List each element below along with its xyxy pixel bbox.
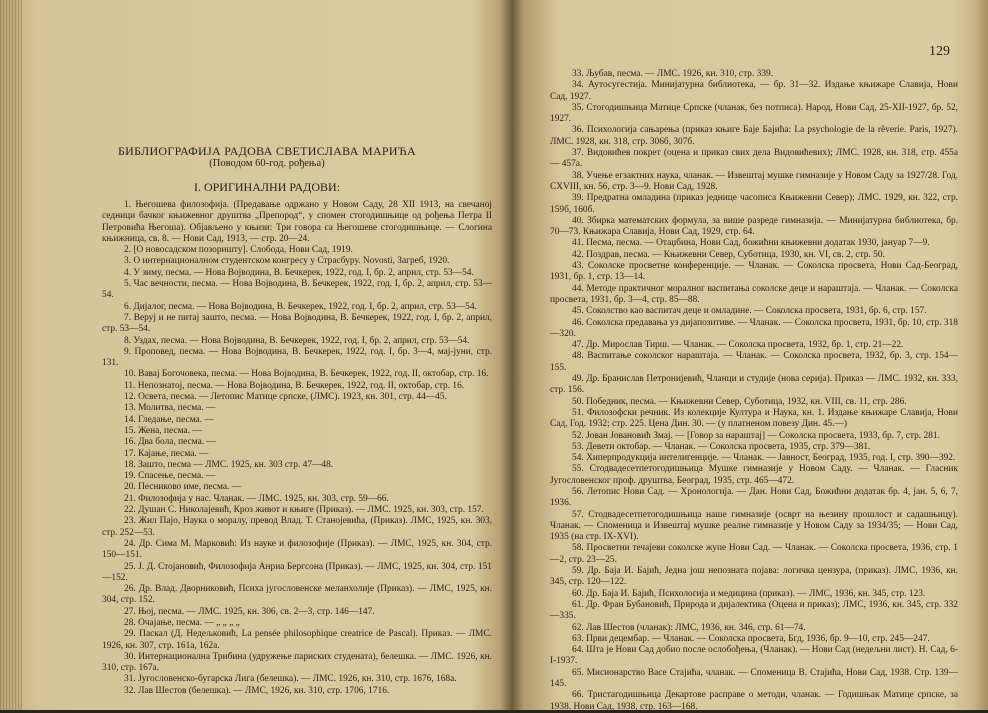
bibliography-subtitle: (Поводом 60-год. рођења) xyxy=(209,158,325,169)
right-entries xyxy=(550,69,958,713)
bibliography-entry: 13. Молитва, песма. — xyxy=(124,403,216,414)
bibliography-entry: 3. О интернационалном студентском конгресу у Страсбуру. Novosti, Загреб, 1920. xyxy=(124,256,450,267)
bibliography-entry: 65. Мисионарство Васе Стајића, чланак. — Споменица В. Стајића, Нови Сад, 1938. Стр. 139—145. xyxy=(550,667,958,690)
bibliography-entry: 33. Љубав, песма. — ЛМС. 1926, кн. 310, стр. 339. xyxy=(572,69,774,79)
bibliography-entry: 48. Васпитање соколског нараштаја. — Чланак. — Соколска просвета, 1932, бр. 3, стр. 154—155. xyxy=(550,351,958,373)
bibliography-entry: 25. Ј. Д. Стојановић, Филозофија Анриа Бергсона (Приказ). — ЛМС, 1925, кн. 304, стр. 151—152. xyxy=(102,561,492,583)
bibliography-entry: 19. Спасење, песма. — xyxy=(124,471,216,482)
bibliography-entry: 34. Аутосугестија. Минијатурна библиотека, — бр. 31—32. Издање књижаре Славија, Нови Сад, 1927. xyxy=(550,80,958,102)
left-page xyxy=(32,0,502,710)
bibliography-entry: 9. Проповед, песма. — Нова Војводина, В. Бечкерек, 1922, год. I, бр. 3—4, мај-јуни, стр. 131. xyxy=(102,346,492,369)
bibliography-entry: 61. Др. Фран Бубановић, Природа и дијалектика (Оцена и приказ); ЛМС, 1936, кн. 345, стр. 332—335. xyxy=(550,599,958,622)
bibliography-entry: 31. Југословенско-бугарска Лига (белешка). — ЛМС. 1926, кн. 310, стр. 1676, 168а. xyxy=(124,674,457,685)
bibliography-entry: 2. [О новосадском позоришту]. Слобода, Нови Сад, 1919. xyxy=(124,245,353,256)
bibliography-entry: 62. Лав Шестов (чланак): ЛМС, 1936, кн. 346, стр. 61—74. xyxy=(572,622,806,633)
bibliography-entry: 45. Соколство као васпитач деце и омладине. — Соколска просвета, 1931, бр. 6, стр. 157. xyxy=(572,306,927,317)
bibliography-entry: 42. Поздрав, песма. — Књижевни Север, Суботица, 1930, кн. VI, св. 2, стр. 50. xyxy=(572,249,885,260)
bibliography-entry: 40. Збирка математских формула, за више разреде гимназија. — Минијатурна библиотека, бр. 70—73. Књижара Славија, Нови Сад, 1929, стр. 64. xyxy=(550,215,958,238)
page-edges xyxy=(0,0,22,710)
bibliography-entry: 1. Његошева филозофија. (Предавање одржано у Новом Саду, 28 XII 1913, на свечаној седници бачког књижевног друштва „Препород“, у спомен стогодишњице од рођења Петра II Петровића Његоша). Објављено у књизи: Три говора са Његошеве стогодишњице. — Слогина књижница, св. 8. — Нови Сад, 1913, — стр. 20—24. xyxy=(102,200,492,244)
bibliography-entry: 38. Учење егзактних наука, чланак. — Извештај мушке гимназије у Новом Саду за 1927/28. Год. CXVIII, кн. 56, стр. 3—9. Нови Сад, 1928. xyxy=(550,170,958,192)
bibliography-entry: 39. Предратна омладина (приказ једнице часописа Књижевни Север); ЛМС. 1929, кн. 322, стр. 159б, 160б. xyxy=(550,193,958,215)
bibliography-entry: 52. Јован Јовановић Змај. — [Говор за нараштај] — Соколска просвета, 1933, бр. 7, стр. 281. xyxy=(572,430,940,441)
bibliography-entry: 27. Њој, песма. — ЛМС. 1925, кн. 306, св. 2—3, стр. 146—147. xyxy=(124,606,375,617)
bibliography-entry: 32. Лав Шестов (белешка). — ЛМС, 1926, кн. 310, стр. 1706, 1716. xyxy=(124,685,390,696)
bibliography-entry: 47. Др. Мирослав Тирш. — Чланак. — Соколска просвета, 1932, бр. 1, стр. 21—22. xyxy=(572,340,904,351)
bibliography-entry: 53. Девети октобар. — Чланак. — Соколска просвета, 1935, стр. 379—381. xyxy=(572,441,871,452)
bibliography-entry: 6. Дијалог, песма. — Нова Војводина, В. Бечкерек, 1922, год. I, бр. 2, април, стр. 53—54. xyxy=(124,301,477,312)
bibliography-entry: 4. У зиму, песма. — Нова Војводина, В. Бечкерек, 1922, год. I, бр. 2, април, стр. 53—54. xyxy=(124,267,474,278)
bibliography-entry: 24. Др. Сима М. Марковић: Из науке и филозофије (Приказ). — ЛМС, 1925, кн. 304, стр. 150—151. xyxy=(102,538,492,561)
bibliography-entry: 15. Жена, песма. — xyxy=(124,425,202,436)
bibliography-entry: 63. Први децембар. — Чланак. — Соколска просвета, Бгд, 1936, бр. 9—10, стр. 245—247. xyxy=(572,633,930,644)
bibliography-entry: 58. Просветни течајеви соколске жупе Нови Сад. — Чланак. — Соколска просвета, 1936, стр. 1—2, стр. 23—25. xyxy=(550,543,958,565)
bibliography-entry: 60. Др. Баја И. Бајић, Психологија и медицина (приказ). — ЛМС, 1936, кн. 345, стр. 123. xyxy=(572,588,926,599)
bibliography-entry: 5. Час вечности, песма. — Нова Војводина, В. Бечкерек, 1922, год. I, бр. 2, април, стр. 53—54. xyxy=(102,279,492,301)
bibliography-entry: 28. Очајање, песма. — „ „ „ „ xyxy=(124,617,240,628)
page-number: 129 xyxy=(929,44,950,59)
bibliography-entry: 54. Хиперпродукција интелигенције. — Чланак. — Јавност, Београд, 1935, год. I, стр. 390—392. xyxy=(572,453,956,464)
bibliography-entry: 50. Победник, песма. — Књижевни Север, Суботица, 1932, кн. VIII, св. 11, стр. 286. xyxy=(572,396,907,407)
bibliography-entry: 20. Песниково име, песма. — xyxy=(124,482,242,493)
bibliography-entry: 23. Жил Пајо, Наука о моралу, превод Влад. Т. Станојевића, (Приказ). ЛМС, 1925, кн. 303, стр. 252—53. xyxy=(102,516,492,538)
bibliography-entry: 46. Соколска предавања уз дијапозитиве. — Чланак. — Соколска просвета, 1931, бр. 10, стр. 318—320. xyxy=(550,317,958,339)
bibliography-entry: 17. Кајање, песма. — xyxy=(124,448,209,459)
bibliography-entry: 56. Летопис Нови Сад. — Хронологија. — Дан. Нови Сад, Божићни додатак бр. 4, јан. 5, 6, 7, 1936. xyxy=(550,486,958,509)
bibliography-entry: 29. Паскал (Д. Недељковић, La pensée philosophique creatrice de Pascal). Приказ. — ЛМС. 1926, кн. 307, стр. 161а, 162а. xyxy=(102,629,492,651)
bibliography-entry: 10. Вавај Богочовека, песма. — Нова Војводина, В. Бечкерек, 1922, год. II, октобар, стр. 16. xyxy=(124,369,489,380)
bibliography-entry: 30. Интернационална Трибина (удружење париских студената), белешка. — ЛМС. 1926, кн. 310, стр. 167а. xyxy=(102,651,492,674)
bibliography-entry: 14. Гледање, песма. — xyxy=(124,414,214,425)
bibliography-entry: 36. Психологија сањарења (приказ књиге Баје Бајића: La psychologie de la rêverie. Paris, 1927). ЛМС. 1928, кн. 318, стр. 306б, 307б. xyxy=(550,125,958,147)
bibliography-entry: 22. Душан С. Николајевић, Кроз живот и књиге (Приказ). — ЛМС. 1925, кн. 303, стр. 157. xyxy=(124,505,484,516)
bibliography-entry: 8. Уздах, песма. — Нова Војводина, В. Бечкерек, 1922, год. I, бр. 2, април, стр. 53—54. xyxy=(124,335,470,346)
bibliography-entry: 35. Стогодишњица Матице Српске (чланак, без потписа). Народ, Нови Сад, 25-XII-1927, бр. 52, 1927. xyxy=(550,102,958,125)
bibliography-entry: 37. Видовићев покрет (оцена и приказ свих дела Видовићевих); ЛМС. 1928, кн. 318, стр. 455а — 457а. xyxy=(550,148,958,170)
bibliography-entry: 18. Зашто, песма — ЛМС. 1925, кн. 303 стр. 47—48. xyxy=(124,459,334,470)
bibliography-entry: 59. Др. Баја И. Бајић, Једна још непозната појава: логичка цензура, (приказ). ЛМС, 1936, кн. 345, стр. 120—122. xyxy=(550,566,958,588)
section-heading: I. ОРИГИНАЛНИ РАДОВИ: xyxy=(193,180,341,194)
left-entries xyxy=(102,200,492,697)
right-page xyxy=(522,0,972,710)
bibliography-entry: 44. Методе практичног моралног васпитања соколске деце и нараштаја. — Чланак. — Соколска просвета, 1931, бр. 3—4, стр. 85—88. xyxy=(550,283,958,305)
bibliography-entry: 64. Шта је Нови Сад добио после ослобођења, (Чланак). — Нови Сад (недељни лист). Н. Сад, 6-I-1937. xyxy=(550,645,958,667)
bibliography-entry: 11. Непознатој, песма. — Нова Војводина, В. Бечкерек, 1922, год. II, октобар, стр. 16. xyxy=(124,380,465,391)
bibliography-title: БИБЛИОГРАФИЈА РАДОВА СВЕТИСЛАВА МАРИЋА xyxy=(117,144,417,158)
bibliography-entry: 49. Др. Бранислав Петронијевић, Чланци и студије (нова серија). Приказ — ЛМС. 1932, кн. 333, стр. 156. xyxy=(550,374,958,396)
bibliography-entry: 55. Стодвадесетпетогодишњица Мушке гимназије у Новом Саду. — Чланак. — Гласник Југословенског проф. друштва, Београд, 1935, стр. 465—472. xyxy=(550,464,958,486)
bibliography-entry: 57. Стодвадесетпетогодишњица наше гимназије (осврт на њезину прошлост и садашњицу). Чланак. — Споменица и Извештај мушке реалне гимназије у Новом Саду за 1934/35; — Нови Сад, 1935 (на стр. IX-XVI). xyxy=(550,509,958,543)
bibliography-entry: 16. Два бола, песма. — xyxy=(124,437,216,448)
bibliography-entry: 26. Др. Влад. Дворниковић, Психа југословенске меланхолије (Приказ). — ЛМС, 1925, кн. 304, стр. 152. xyxy=(102,584,492,606)
bibliography-entry: 41. Песма, песма. — Отаџбина, Нови Сад, божићни књижевни додатак 1930, јануар 7—9. xyxy=(572,238,930,249)
bibliography-entry: 43. Соколске просветне конференције. — Чланак. — Соколска просвета, Нови Сад-Београд, 1931, бр. 1, стр. 13—14. xyxy=(550,261,958,283)
bibliography-entry: 12. Освета, песма. — Летопис Матице српске, (ЛМС). 1923, кн. 301, стр. 44—45. xyxy=(124,392,447,403)
bibliography-entry: 66. Тристагодишњица Декартове расправе о методи, чланак. — Годишњак Матице српске, за 1938. Нови Сад, 1938, стр. 163—168. xyxy=(550,690,958,712)
bibliography-entry: 7. Веруј и не питај зашто, песма. — Нова Војводина, В. Бечкерек, 1922, год. I, бр. 2, април, стр. 53—54. xyxy=(102,312,492,335)
bibliography-entry: 51. Филозофски речник. Из колекције Култура и Наука, кн. 1. Издање књижаре Славија, Нови Сад, Год. 1932; стр. 225. Цена Дин. 30. — (у платненом повезу Дин. 45.—) xyxy=(550,407,958,430)
bibliography-entry: 21. Филозофија у нас. Чланак. — ЛМС. 1925, кн. 303, стр. 59—66. xyxy=(124,493,389,504)
